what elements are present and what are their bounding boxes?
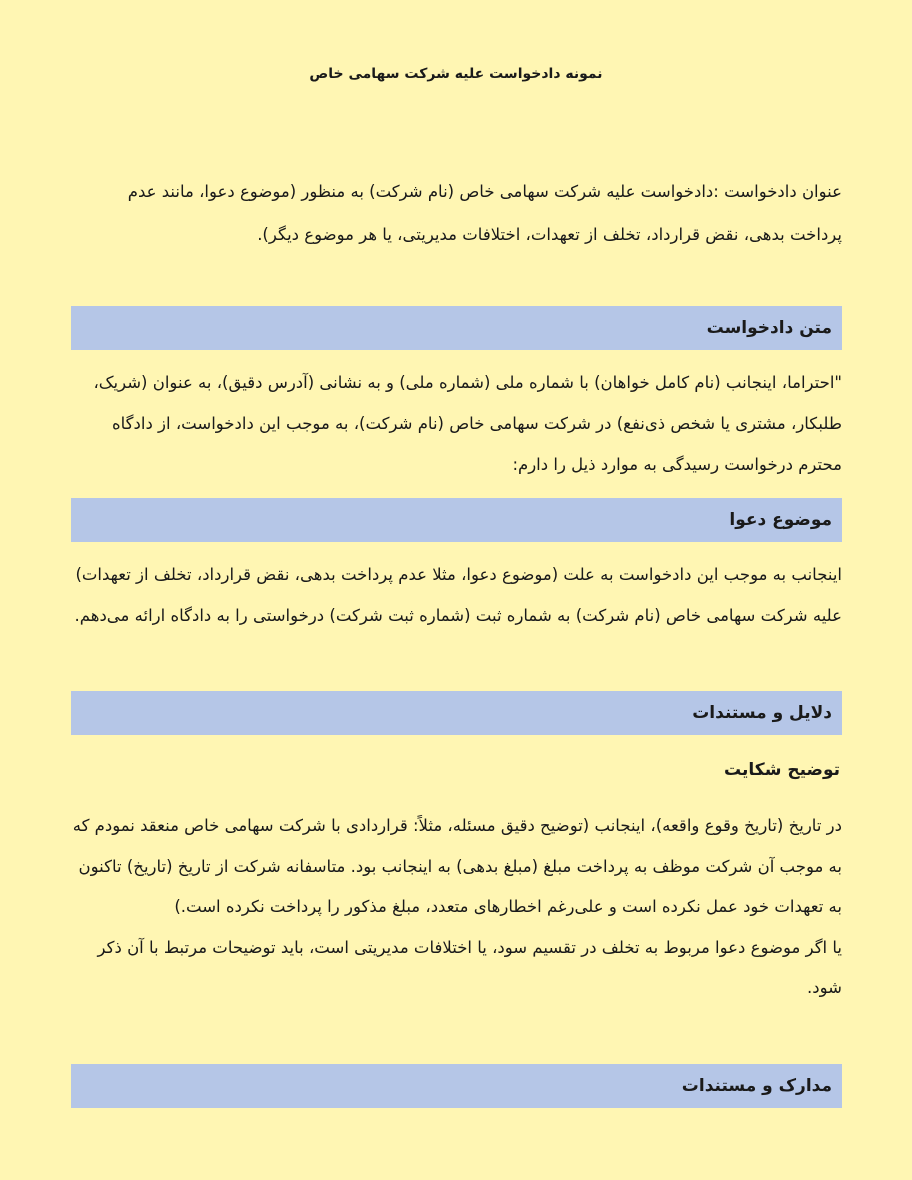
complaint-description-line: در تاریخ (تاریخ وقوع واقعه)، اینجانب (توضیح دقیق مسئله، مثلاً: قراردادی با شرکت سهامی خاص منعقد نمودم که به موجب آن شرکت موظف به پرداخت مبلغ (مبلغ بدهی) به اینجانب بود. متاسفانه شرکت از تاریخ (تاریخ) تاکنون به تعهدات خود عمل نکرده است و علی‌رغم اخطارهای متعدد، مبلغ مذکور را پرداخت نکرده است.) <box>72 816 842 916</box>
section-heading-reasons-evidence: دلایل و مستندات <box>71 691 842 735</box>
section-heading-petition-text: متن دادخواست <box>71 306 842 350</box>
document-title: نمونه دادخواست علیه شرکت سهامی خاص <box>309 66 603 82</box>
section-heading-documents-evidence: مدارک و مستندات <box>71 1064 842 1108</box>
section-heading-claim-subject: موضوع دعوا <box>71 498 842 542</box>
complaint-description-heading: توضیح شکایت <box>724 760 840 780</box>
petition-text-paragraph: "احتراما، اینجانب (نام کامل خواهان) با شماره ملی (شماره ملی) و به نشانی (آدرس دقیق)، به عنوان (شریک، طلبکار، مشتری یا شخص ذی‌نفع) در شرکت سهامی خاص (نام شرکت)، به موجب این دادخواست، از دادگاه محترم درخواست رسیدگی به موارد ذیل را دارم: <box>93 373 842 474</box>
petition-subject-paragraph: عنوان دادخواست :دادخواست علیه شرکت سهامی خاص (نام شرکت) به منظور (موضوع دعوا، مانند عدم پرداخت بدهی، نقض قرارداد، تخلف از تعهدات، اختلافات مدیریتی، یا هر موضوع دیگر). <box>127 182 842 244</box>
complaint-description-text <box>72 806 842 1009</box>
complaint-description-line: یا اگر موضوع دعوا مربوط به تخلف در تقسیم سود، یا اختلافات مدیریتی است، باید توضیحات مرتبط با آن ذکر شود. <box>97 937 842 997</box>
claim-subject-paragraph: اینجانب به موجب این دادخواست به علت (موضوع دعوا، مثلا عدم پرداخت بدهی، نقض قرارداد، تخلف از تعهدات) علیه شرکت سهامی خاص (نام شرکت) به شماره ثبت (شماره ثبت شرکت) درخواستی را به دادگاه ارائه می‌دهم. <box>74 565 842 625</box>
